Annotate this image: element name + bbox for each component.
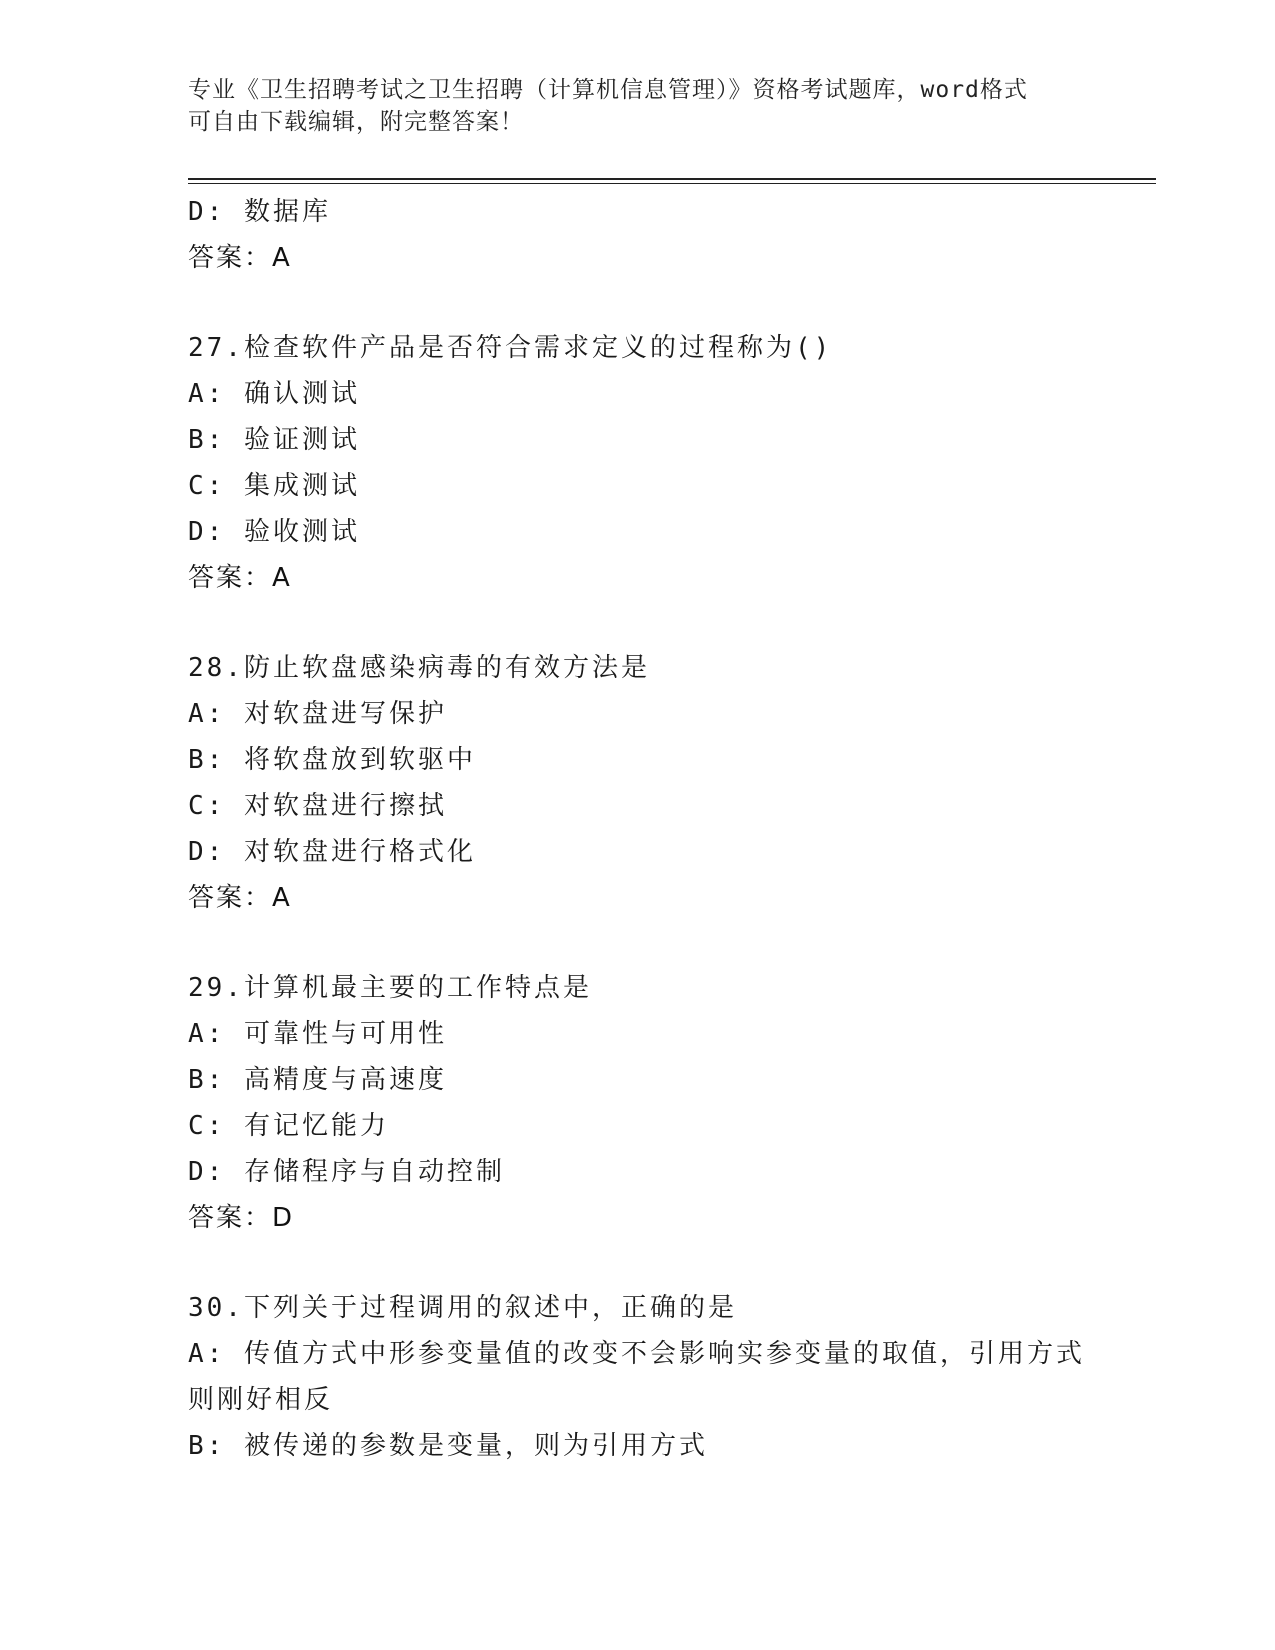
header-divider-thin: [188, 183, 1156, 184]
spacer: [188, 1241, 1088, 1285]
spacer: [188, 921, 1088, 965]
option-c: C: 对软盘进行擦拭: [188, 791, 447, 821]
answer-line: 答案：A: [188, 883, 292, 913]
question-block-29: [188, 965, 1088, 1241]
question-block-26: [188, 189, 1088, 281]
option-c: C: 有记忆能力: [188, 1111, 389, 1141]
question-list: [188, 189, 1088, 1469]
option-c: C: 集成测试: [188, 471, 360, 501]
answer-line: 答案：D: [188, 1203, 295, 1233]
option-b: B: 高精度与高速度: [188, 1065, 447, 1095]
option-a: A: 可靠性与可用性: [188, 1019, 447, 1049]
option-d: D: 数据库: [188, 197, 331, 227]
question-block-30: [188, 1285, 1088, 1469]
option-b: B: 被传递的参数是变量，则为引用方式: [188, 1431, 708, 1461]
spacer: [188, 281, 1088, 325]
option-a: A: 传值方式中形参变量值的改变不会影响实参变量的取值，引用方式: [188, 1339, 1085, 1369]
answer-line: 答案：A: [188, 243, 292, 273]
option-d: D: 验收测试: [188, 517, 360, 547]
option-b: B: 验证测试: [188, 425, 360, 455]
answer-line: 答案：A: [188, 563, 292, 593]
option-d: D: 对软盘进行格式化: [188, 837, 476, 867]
question-text: 27.检查软件产品是否符合需求定义的过程称为(): [188, 333, 833, 363]
header-divider-thick: [188, 178, 1156, 180]
question-text: 30.下列关于过程调用的叙述中，正确的是: [188, 1293, 737, 1323]
option-d: D: 存储程序与自动控制: [188, 1157, 505, 1187]
option-a: A: 对软盘进写保护: [188, 699, 447, 729]
question-block-28: [188, 645, 1088, 921]
spacer: [188, 601, 1088, 645]
header-title-line-2: 可自由下载编辑，附完整答案！: [188, 109, 524, 135]
option-a-continuation: 则刚好相反: [188, 1385, 334, 1415]
option-b: B: 将软盘放到软驱中: [188, 745, 476, 775]
option-a: A: 确认测试: [188, 379, 360, 409]
header-title-line-1: 专业《卫生招聘考试之卫生招聘（计算机信息管理）》资格考试题库，word格式: [188, 77, 1028, 103]
question-text: 28.防止软盘感染病毒的有效方法是: [188, 653, 650, 683]
document-header: [188, 74, 1068, 138]
question-block-27: [188, 325, 1088, 601]
question-text: 29.计算机最主要的工作特点是: [188, 973, 592, 1003]
